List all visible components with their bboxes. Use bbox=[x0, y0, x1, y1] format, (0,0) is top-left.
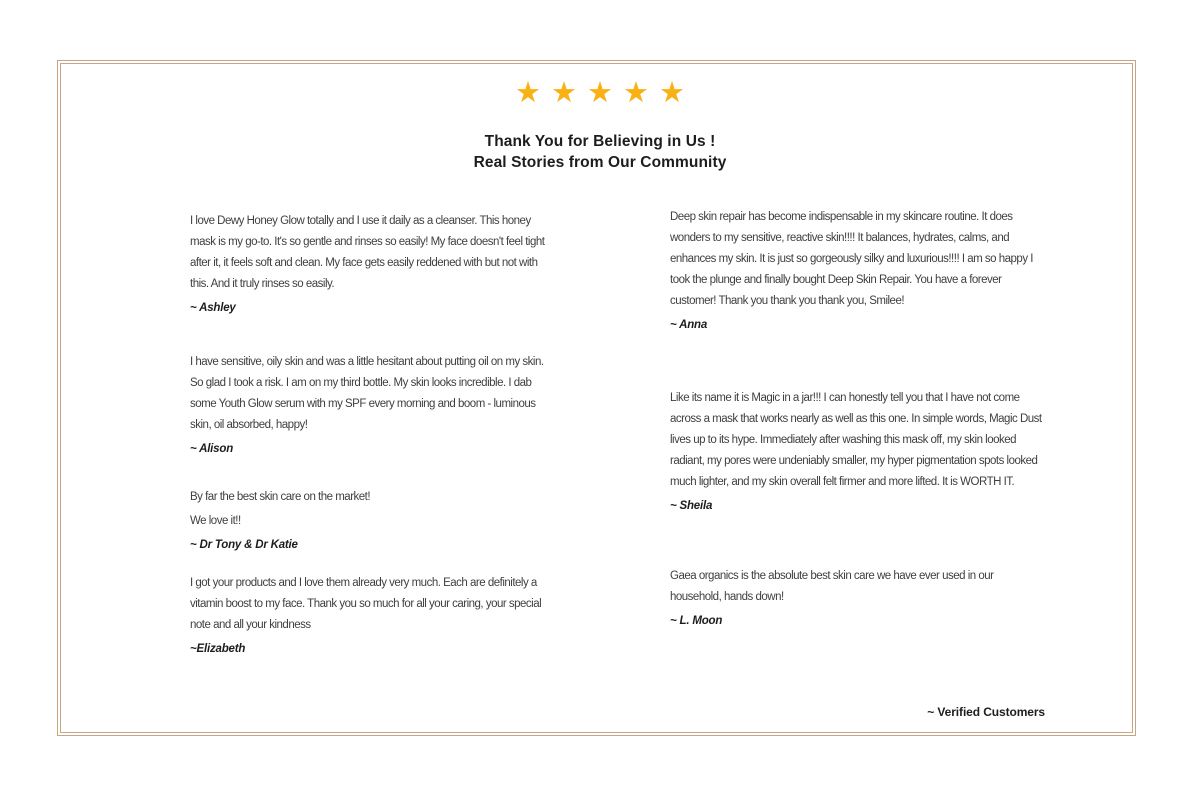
star-icon: ★ bbox=[659, 77, 685, 109]
testimonial-text: Like its name it is Magic in a jar!!! I can honestly tell you that I have not come across a mask that works nearly as well as this one. In simple words, Magic Dust lives up to its hype. Immediately after washing this mask off, my skin looked radiant, my pores were undeniably smaller, my hyper pigmentation spots looked much lighter, and my skin overall felt firmer and more lifted. It is WORTH IT. bbox=[670, 392, 1042, 488]
testimonial-text: I have sensitive, oily skin and was a little hesitant about putting oil on my skin. So glad I took a risk. I am on my third bottle. My skin looks incredible. I dab some Youth Glow serum with my SPF every morning and boom - luminous skin, oil absorbed, happy! bbox=[190, 356, 544, 431]
testimonial-author: ~ Alison bbox=[190, 443, 234, 455]
star-icon: ★ bbox=[623, 77, 649, 109]
testimonial-author: ~ Ashley bbox=[190, 302, 236, 314]
section-heading bbox=[0, 132, 1200, 173]
testimonial-author: ~ L. Moon bbox=[670, 615, 723, 627]
star-icon: ★ bbox=[551, 77, 577, 109]
testimonial-dr-tony-katie bbox=[190, 487, 558, 556]
heading-line-2: Real Stories from Our Community bbox=[473, 153, 727, 171]
testimonial-column-left bbox=[190, 211, 558, 660]
five-star-rating bbox=[0, 78, 1200, 108]
testimonial-text: I love Dewy Honey Glow totally and I use it daily as a cleanser. This honey mask is my go-to. It's so gentle and rinses so easily! My face doesn't feel tight after it, it feels soft and clean. My face gets easily reddened with but not with this. And it truly rinses so easily. bbox=[190, 215, 545, 290]
testimonial-text: Deep skin repair has become indispensable in my skincare routine. It does wonders to my sensitive, reactive skin!!!! It balances, hydrates, calms, and enhances my skin. It is just so gorgeously silky and luxurious!!!! I am so happy I took the plunge and finally bought Deep Skin Repair. You have a forever customer! Thank you thank you thank you, Smilee! bbox=[670, 211, 1033, 307]
star-icon: ★ bbox=[515, 77, 541, 109]
testimonial-ashley bbox=[190, 211, 558, 319]
testimonial-text: We love it!! bbox=[190, 515, 241, 527]
testimonial-sheila bbox=[670, 388, 1042, 517]
testimonial-anna bbox=[670, 207, 1042, 336]
verified-customers-signoff: ~ Verified Customers bbox=[927, 705, 1045, 719]
testimonial-author: ~ Anna bbox=[670, 319, 708, 331]
testimonial-author: ~Elizabeth bbox=[190, 643, 246, 655]
testimonial-text: Gaea organics is the absolute best skin care we have ever used in our household, hands down! bbox=[670, 570, 994, 603]
testimonial-author: ~ Dr Tony & Dr Katie bbox=[190, 539, 298, 551]
heading-line-1: Thank You for Believing in Us ! bbox=[484, 133, 716, 150]
testimonial-text: By far the best skin care on the market! bbox=[190, 491, 371, 503]
testimonial-text: I got your products and I love them already very much. Each are definitely a vitamin boost to my face. Thank you so much for all your caring, your special note and all your kindness bbox=[190, 577, 542, 631]
testimonial-column-right bbox=[670, 207, 1042, 632]
testimonial-elizabeth bbox=[190, 573, 558, 660]
testimonial-alison bbox=[190, 352, 558, 460]
testimonial-l-moon bbox=[670, 566, 1042, 632]
star-icon: ★ bbox=[587, 77, 613, 109]
testimonial-author: ~ Sheila bbox=[670, 500, 713, 512]
